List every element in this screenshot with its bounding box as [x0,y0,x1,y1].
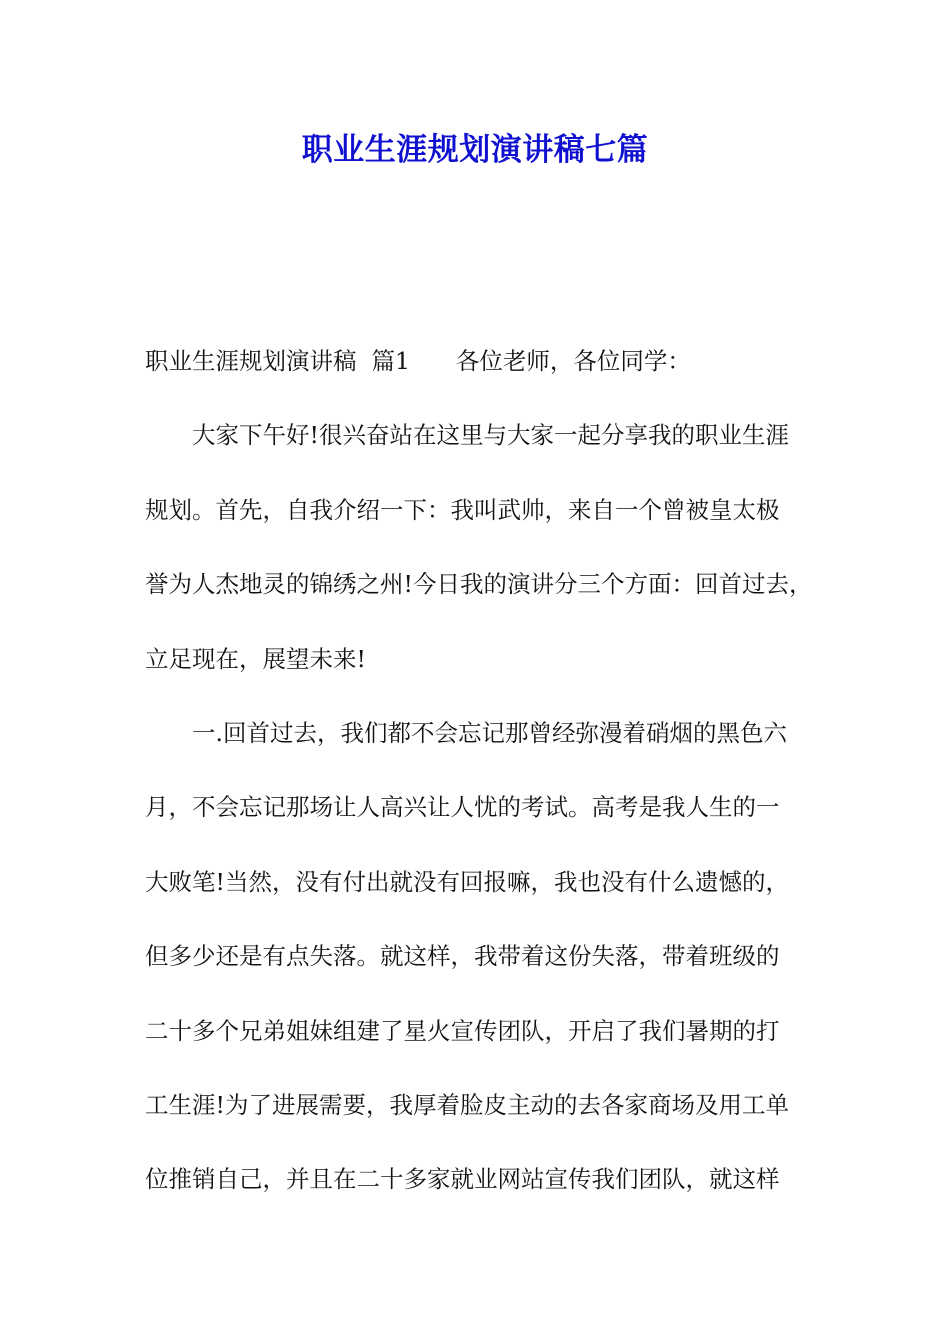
paragraph-line: 立足现在，展望未来! [145,644,366,673]
section-heading: 职业生涯规划演讲稿 篇1 [145,347,410,375]
paragraph-line: 大家下午好!很兴奋站在这里与大家一起分享我的职业生涯 [192,421,789,450]
paragraph-line: 二十多个兄弟姐妹组建了星火宣传团队，开启了我们暑期的打 [145,1016,780,1045]
paragraph-line: 位推销自己，并且在二十多家就业网站宣传我们团队，就这样 [145,1165,780,1194]
paragraph-line: 月，不会忘记那场让人高兴让人忧的考试。高考是我人生的一 [145,793,780,822]
first-line [145,338,825,412]
paragraph-line: 但多少还是有点失落。就这样，我带着这份失落，带着班级的 [145,942,780,971]
document-title: 职业生涯规划演讲稿七篇 [301,132,649,168]
paragraph-line: 大败笔!当然，没有付出就没有回报嘛，我也没有什么遗憾的， [145,867,789,896]
paragraph-line: 工生涯!为了进展需要，我厚着脸皮主动的去各家商场及用工单 [145,1090,789,1119]
paragraph-line: 一.回首过去，我们都不会忘记那曾经弥漫着硝烟的黑色六 [192,718,787,747]
paragraph-line: 誉为人杰地灵的锦绣之州!今日我的演讲分三个方面：回首过去， [145,570,813,599]
salutation: 各位老师，各位同学： [455,347,691,375]
paragraph-line: 规划。首先，自我介绍一下：我叫武帅，来自一个曾被皇太极 [145,495,780,524]
document-body [145,338,825,1231]
